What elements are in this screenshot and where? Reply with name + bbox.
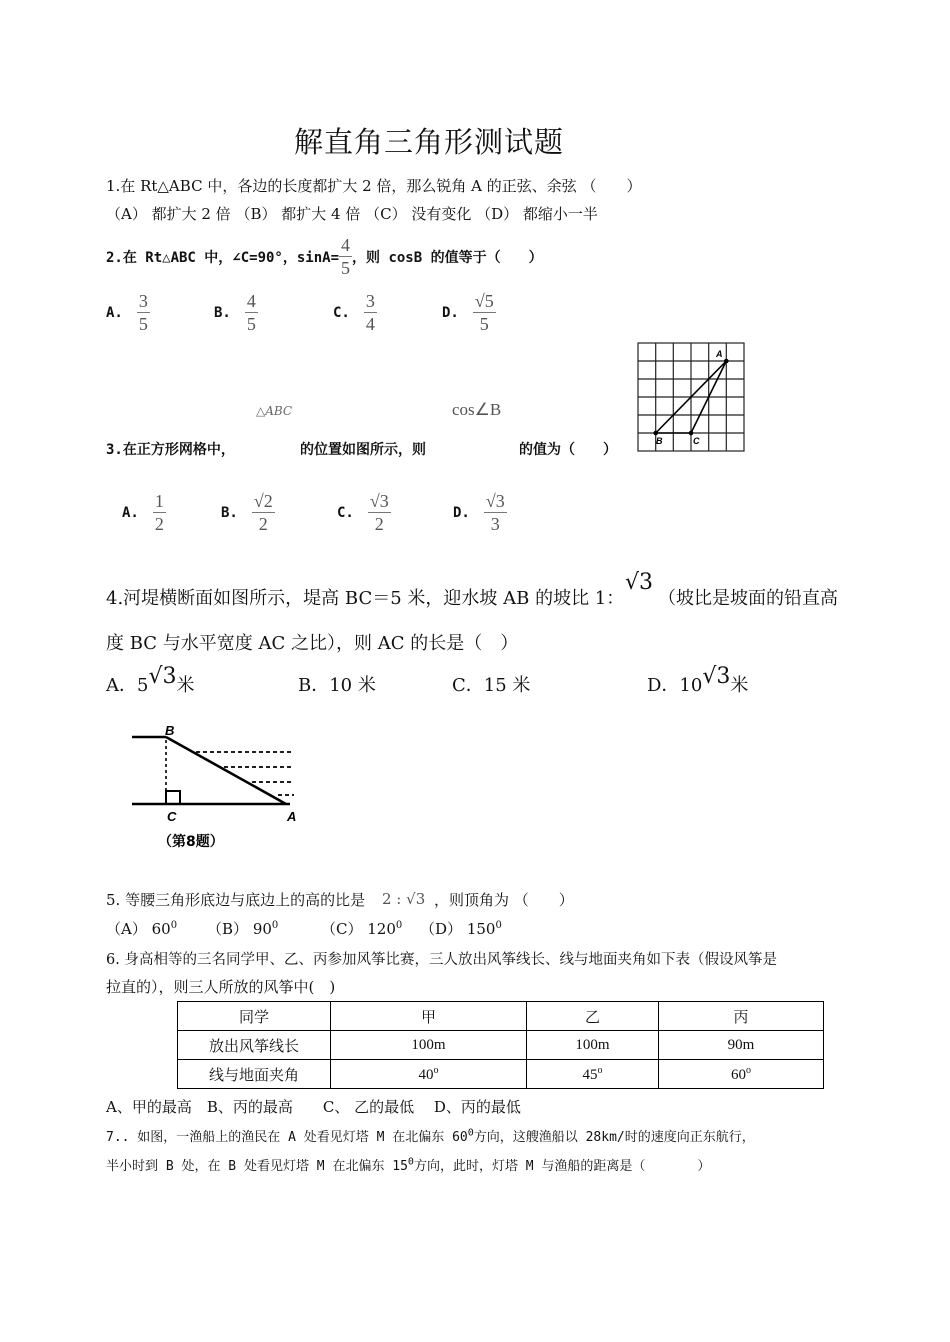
q5-stem-a: 5. 等腰三角形底边与底边上的高的比是: [106, 891, 366, 909]
q4-option-d: [647, 664, 749, 697]
q5-opt-label: （C）: [321, 920, 363, 938]
q4-opt-d-sqrt: √3: [702, 664, 731, 689]
q2-opt-label: B.: [214, 304, 231, 321]
q3-option-a: [122, 490, 166, 535]
frac-num: 3: [138, 291, 148, 311]
table-cell: 100m: [527, 1031, 659, 1060]
q2-option-c: [333, 290, 377, 335]
q2-stem-a: 2.在 Rt△ABC 中，∠C=90°，sinA=: [106, 249, 340, 266]
frac-num: 1: [154, 491, 164, 511]
q3-opt-frac: [252, 490, 275, 535]
grid-label-a: A: [716, 349, 723, 359]
degree-sup: o: [433, 1064, 439, 1076]
q5-stem-b: ，则顶角为 （ ）: [434, 891, 574, 909]
q4-opt-a-text: A．5: [106, 675, 149, 696]
page-title: 解直角三角形测试题: [293, 125, 564, 159]
q3-stem-c: 的值为（ ）: [519, 442, 617, 458]
frac-den: 2: [154, 514, 164, 534]
table-header-cell: 丙: [659, 1002, 824, 1031]
q5-option-a: [106, 918, 177, 939]
angle-value: 60: [731, 1066, 746, 1083]
q3-option-b: [221, 490, 275, 535]
q2-stem: [106, 234, 543, 279]
degree-sup: 0: [407, 1156, 414, 1168]
q3-cos-formula: cos∠B: [452, 400, 502, 419]
q2-opt-frac: [473, 290, 496, 335]
q7-line2-b: 方向，此时，灯塔 M 与渔船的距离是（ ）: [413, 1159, 711, 1174]
frac-num: √2: [253, 491, 273, 511]
q5-opt-label: （A）: [106, 920, 147, 938]
grid-label-b: B: [656, 436, 663, 446]
q2-opt-label: A.: [106, 304, 123, 321]
kite-table: [177, 1001, 824, 1089]
q7-line1-a: 7.. 如图，一渔船上的渔民在 A 处看见灯塔 M 在北偏东 60: [106, 1130, 468, 1145]
frac-num: √3: [485, 491, 505, 511]
q7-line1-b: 方向，这艘渔船以 28km/时的速度向正东航行，: [473, 1130, 755, 1145]
q5-opt-val: 150: [466, 920, 496, 938]
table-header-cell: 甲: [331, 1002, 527, 1031]
q4-opt-a-sqrt: √3: [148, 664, 177, 689]
q3-opt-label: B.: [221, 504, 238, 521]
angle-value: 40: [418, 1066, 434, 1083]
frac-den: 2: [374, 514, 384, 534]
frac-num: 4: [246, 291, 256, 311]
degree-sup: 0: [467, 1127, 474, 1139]
table-header-cell: 乙: [527, 1002, 659, 1031]
q5-option-c: [321, 918, 402, 939]
q5-opt-val: 120: [367, 920, 396, 938]
embankment-caption: （第8题）: [158, 834, 224, 850]
q1-options: （A） 都扩大 2 倍 （B） 都扩大 4 倍 （C） 没有变化 （D） 都缩小一半: [106, 205, 598, 223]
q5-opt-label: （B）: [207, 920, 249, 938]
table-cell: 放出风筝线长: [178, 1031, 331, 1060]
q2-option-b: [214, 290, 258, 335]
frac-num: √3: [369, 491, 389, 511]
table-row: [178, 1060, 824, 1089]
frac-den: 2: [258, 514, 268, 534]
frac-den: 5: [138, 314, 148, 334]
q3-triangle-formula: △ABC: [256, 404, 293, 418]
table-row: [178, 1031, 824, 1060]
q1-stem: 1.在 Rt△ABC 中，各边的长度都扩大 2 倍，那么锐角 A 的正弦、余弦 （ ）: [106, 177, 642, 195]
q3-opt-frac: [484, 490, 507, 535]
q3-opt-label: C.: [337, 504, 354, 521]
frac-num: 3: [365, 291, 375, 311]
q4-embankment-figure: [128, 720, 318, 860]
q3-opt-frac: [368, 490, 391, 535]
q4-opt-d-text: D．10: [647, 675, 703, 696]
q3-option-d: [453, 490, 507, 535]
grid-label-c: C: [693, 436, 700, 446]
q4-line1-b: （坡比是坡面的铅直高: [658, 588, 838, 609]
q3-grid-figure: [636, 341, 746, 453]
table-cell: [331, 1060, 527, 1089]
degree-sup: 0: [395, 920, 403, 931]
q3-stem-b: 的位置如图所示，则: [300, 442, 426, 458]
q5-ratio: 2 : √3: [382, 890, 426, 908]
q4-opt-a-unit: 米: [176, 675, 195, 696]
q3-option-c: [337, 490, 391, 535]
q5-opt-val: 90: [252, 920, 272, 938]
q2-opt-frac: [137, 290, 150, 335]
q5-opt-label: （D）: [420, 920, 463, 938]
q2-frac-num: 4: [341, 235, 351, 255]
table-cell: [527, 1060, 659, 1089]
q4-sqrt3: √3: [625, 570, 654, 595]
q3-opt-frac: [153, 490, 166, 535]
q4-line2: 度 BC 与水平宽度 AC 之比），则 AC 的长是（ ）: [106, 633, 519, 654]
frac-den: 4: [365, 314, 375, 334]
frac-den: 3: [490, 514, 500, 534]
degree-sup: 0: [271, 920, 279, 931]
table-header-cell: 同学: [178, 1002, 331, 1031]
q7-line2: [106, 1155, 710, 1174]
q6-options: A、甲的最高 B、丙的最高 C、 乙的最低 D、丙的最低: [106, 1098, 521, 1116]
q3-opt-label: D.: [453, 504, 470, 521]
q4-option-a: [106, 664, 195, 697]
table-cell: 线与地面夹角: [178, 1060, 331, 1089]
q6-line2: 拉直的），则三人所放的风筝中( ): [106, 978, 336, 996]
frac-den: 5: [479, 314, 489, 334]
table-cell: 90m: [659, 1031, 824, 1060]
q2-opt-label: C.: [333, 304, 350, 321]
q2-fraction: [339, 234, 352, 279]
degree-sup: o: [746, 1064, 751, 1076]
degree-sup: o: [597, 1064, 603, 1076]
q5-option-d: [420, 918, 502, 939]
q5-option-b: [207, 918, 278, 939]
table-header-row: [178, 1002, 824, 1031]
table-cell: [659, 1060, 824, 1089]
q2-frac-den: 5: [341, 258, 351, 278]
embankment-label-c: C: [167, 809, 177, 824]
q4-opt-d-unit: 米: [730, 675, 749, 696]
frac-num: √5: [474, 291, 494, 311]
q5-opt-val: 60: [151, 920, 171, 938]
frac-den: 5: [246, 314, 256, 334]
q2-opt-frac: [364, 290, 377, 335]
q4-option-b: B．10 米: [298, 675, 376, 696]
embankment-label-a: A: [287, 809, 297, 824]
q2-option-d: [442, 290, 496, 335]
q3-opt-label: A.: [122, 504, 139, 521]
q7-line2-a: 半小时到 B 处，在 B 处看见灯塔 M 在北偏东 15: [106, 1159, 408, 1174]
q2-stem-b: ，则 cosB 的值等于（ ）: [352, 249, 543, 266]
degree-sup: 0: [495, 920, 502, 931]
angle-value: 45: [582, 1066, 598, 1083]
degree-sup: 0: [170, 920, 178, 931]
q2-opt-frac: [245, 290, 258, 335]
q2-option-a: [106, 290, 150, 335]
q7-line1: [106, 1126, 755, 1145]
q6-line1: 6. 身高相等的三名同学甲、乙、丙参加风筝比赛，三人放出风筝线长、线与地面夹角如下表（假设风筝是: [106, 952, 777, 968]
q3-stem-a: 3.在正方形网格中，: [106, 442, 235, 458]
q2-opt-label: D.: [442, 304, 459, 321]
q4-line1-a: 4.河堤横断面如图所示，堤高 BC＝5 米，迎水坡 AB 的坡比 1：: [106, 588, 625, 609]
table-cell: 100m: [331, 1031, 527, 1060]
q4-option-c: C．15 米: [452, 675, 531, 696]
embankment-label-b: B: [165, 723, 175, 738]
